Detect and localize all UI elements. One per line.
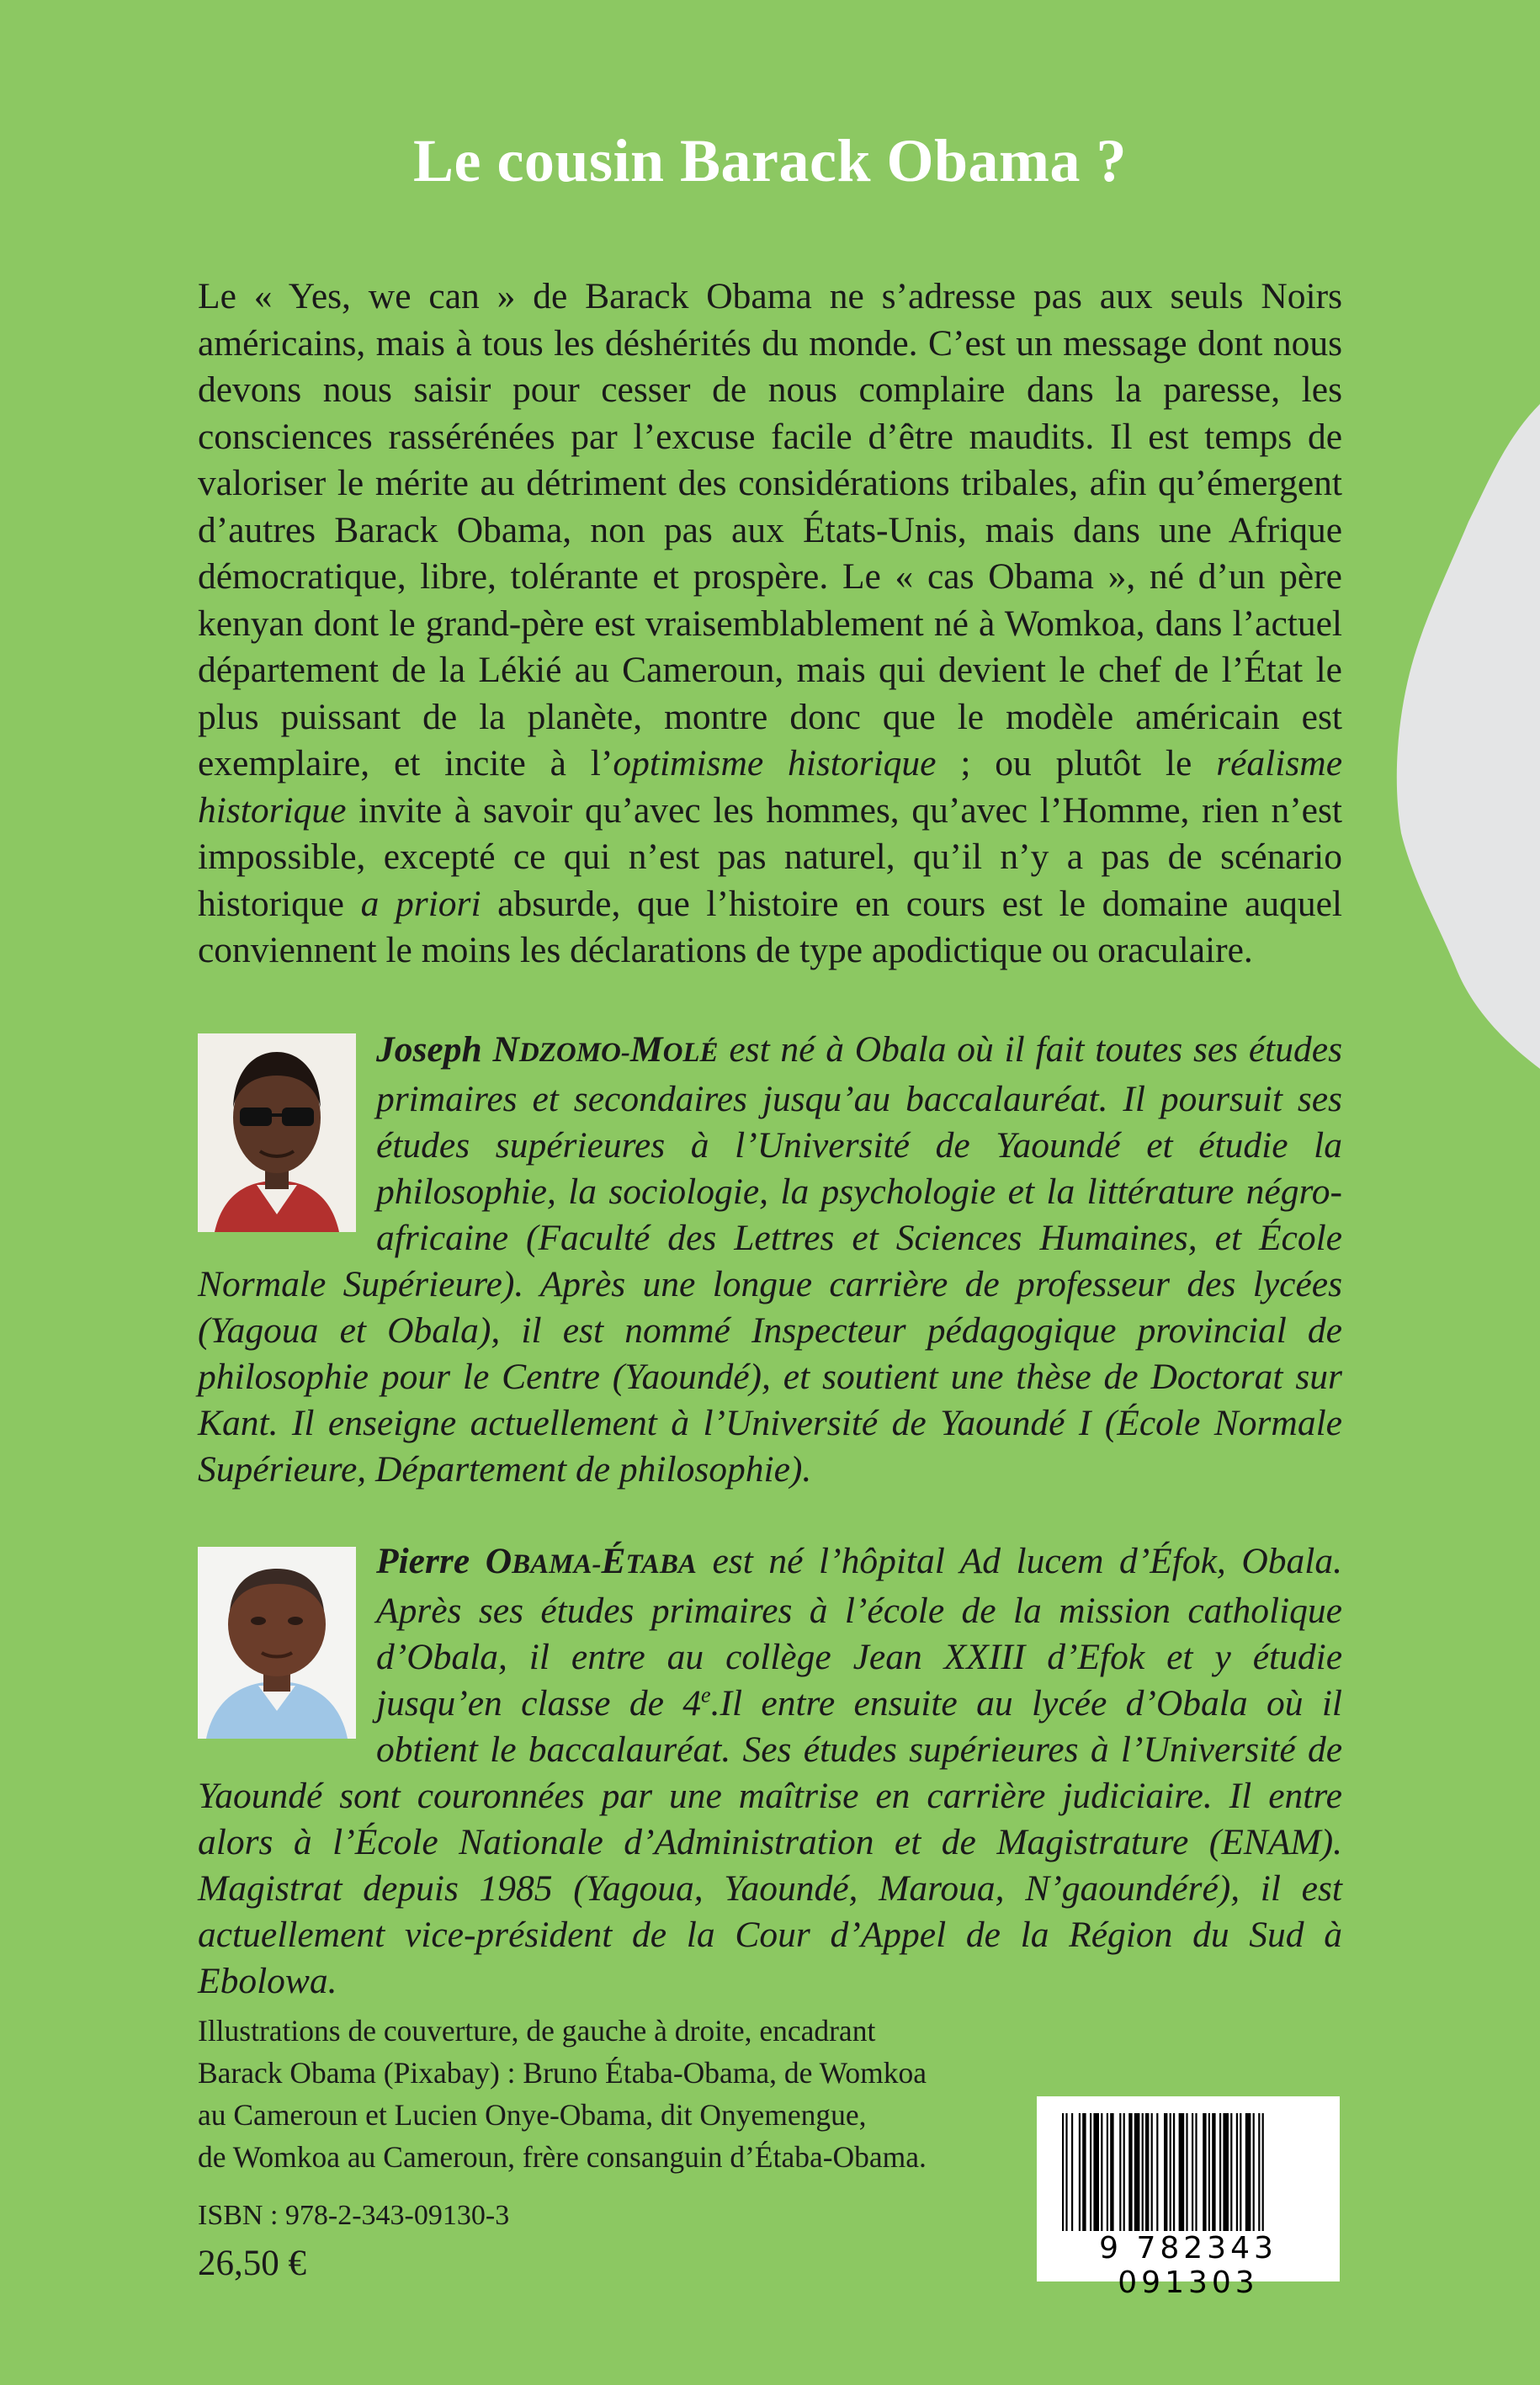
barcode-bar [1262,2113,1264,2231]
barcode-bar [1253,2113,1255,2231]
barcode-bar [1151,2113,1153,2231]
barcode-bar [1123,2113,1125,2231]
credits-line: au Cameroun et Lucien Onye-Obama, dit Onyemengue, [198,2098,867,2132]
barcode-bar [1258,2113,1260,2231]
barcode-bar [1192,2113,1193,2231]
barcode-bar [1071,2113,1073,2231]
barcode-bar [1107,2113,1108,2231]
barcode-bar [1101,2113,1102,2231]
barcode-bar [1093,2113,1099,2231]
barcode-icon [1062,2113,1314,2231]
barcode-bar [1212,2113,1215,2231]
author-bio-2: Pierre OBAMA-ÉTABA est né l’hôpital Ad lucem d’Éfok, Obala. Après ses études primaires à l’école de la mission catholique d’Obala, il entre au collège Jean XXIII d’Efok et y étudie jusqu’en classe de 4e.Il entre ensuite au lycée d’Obala où il obtient le baccalauréat. Ses études supérieures à l’Université de Yaoundé sont couronnées par une maîtrise en carrière judiciaire. Il entre alors à l’École Nationale d’Administration et de Magistrature (ENAM). Magistrat depuis 1985 (Yagoua, Yaoundé, Maroua, N’gaoundéré), il est actuellement vice-président de la Cour d’Appel de la Région du Sud à Ebolowa. [198,1541,1342,2001]
barcode-bar [1079,2113,1081,2231]
barcode-bar [1203,2113,1206,2231]
author-photo-2 [198,1547,356,1739]
barcode-bar [1219,2113,1221,2231]
book-title: Le cousin Barack Obama ? [412,127,1128,194]
isbn-number: ISBN : 978-2-343-09130-3 [198,2200,510,2231]
price: 26,50 € [198,2244,306,2283]
barcode-bar [1173,2113,1175,2231]
barcode-bar [1065,2113,1067,2231]
credits-line: Barack Obama (Pixabay) : Bruno Étaba-Obama, de Womkoa [198,2056,927,2090]
intro-paragraph: Le « Yes, we can » de Barack Obama ne s’adresse pas aux seuls Noirs américains, mais à tous les déshérités du monde. C’est un message dont nous devons nous saisir pour cesser de nous complaire dans la paresse, les consciences rassérénées par l’excuse facile d’être maudits. Il est temps de valoriser le mérite au détriment des considérations tribales, afin qu’émergent d’autres Barack Obama, non pas aux États-Unis, mais dans une Afrique démocratique, libre, tolérante et prospère. Le « cas Obama », né d’un père kenyan dont le grand-père est vraisemblablement né à Womkoa, dans l’actuel département de la Lékié au Cameroun, mais qui devient le chef de l’État le plus puissant de la planète, montre donc que le modèle américain est exemplaire, et incite à l’optimisme historique ; ou plutôt le réalisme historique invite à savoir qu’avec les hommes, qu’avec l’Homme, rien n’est impossible, excepté ce qui n’est pas naturel, qu’il n’y a pas de scénario historique a priori absurde, que l’histoire en cours est le domaine auquel conviennent le moins les déclarations de type apodictique ou oraculaire. [198,276,1343,970]
barcode-bar [1090,2113,1091,2231]
barcode-bar [1156,2113,1158,2231]
cover-illustration-credits [198,2010,1022,2178]
barcode-bar [1134,2113,1140,2231]
barcode-bar [1170,2113,1171,2231]
barcode-bar [1179,2113,1185,2231]
barcode-bar [1236,2113,1238,2231]
barcode-bar [1208,2113,1210,2231]
author-portrait-icon [198,1033,356,1232]
credits-line: Illustrations de couverture, de gauche à droite, encadrant [198,2014,876,2048]
barcode-bar [1110,2113,1113,2231]
barcode-bar [1082,2113,1086,2231]
barcode-bar [1245,2113,1251,2231]
author-photo-1 [198,1033,356,1232]
barcode-bar [1186,2113,1187,2231]
barcode-bar [1164,2113,1167,2231]
barcode-bar [1230,2113,1232,2231]
barcode-bar [1128,2113,1132,2231]
barcode-bar [1119,2113,1121,2231]
barcode-bar [1195,2113,1197,2231]
barcode-box [1037,2096,1340,2300]
barcode-bar [1223,2113,1229,2231]
author-portrait-icon [198,1547,356,1739]
barcode-bar [1062,2113,1064,2231]
author-bio-1: Joseph NDZOMO-MOLÉ est né à Obala où il fait toutes ses études primaires et secondaires jusqu’au baccalauréat. Il poursuit ses études supérieures à l’Université de Yaoundé et étudie la philosophie, la sociologie, la psychologie et la littérature négro-africaine (Faculté des Lettres et Sciences Humaines, et École Normale Supérieure). Après une longue carrière de professeur des lycées (Yagoua et Obala), il est nommé Inspecteur pédagogique provincial de philosophie pour le Centre (Yaoundé), et soutient une thèse de Doctorat sur Kant. Il enseigne actuellement à l’Université de Yaoundé I (École Normale Supérieure, Département de philosophie). [198,1029,1343,1490]
credits-line: de Womkoa au Cameroun, frère consanguin d’Étaba-Obama. [198,2140,927,2174]
barcode-bar [1145,2113,1149,2231]
barcode-digits: 9 782343 091303 [1099,2231,1277,2300]
barcode-bar [1142,2113,1144,2231]
barcode-bar [1240,2113,1241,2231]
